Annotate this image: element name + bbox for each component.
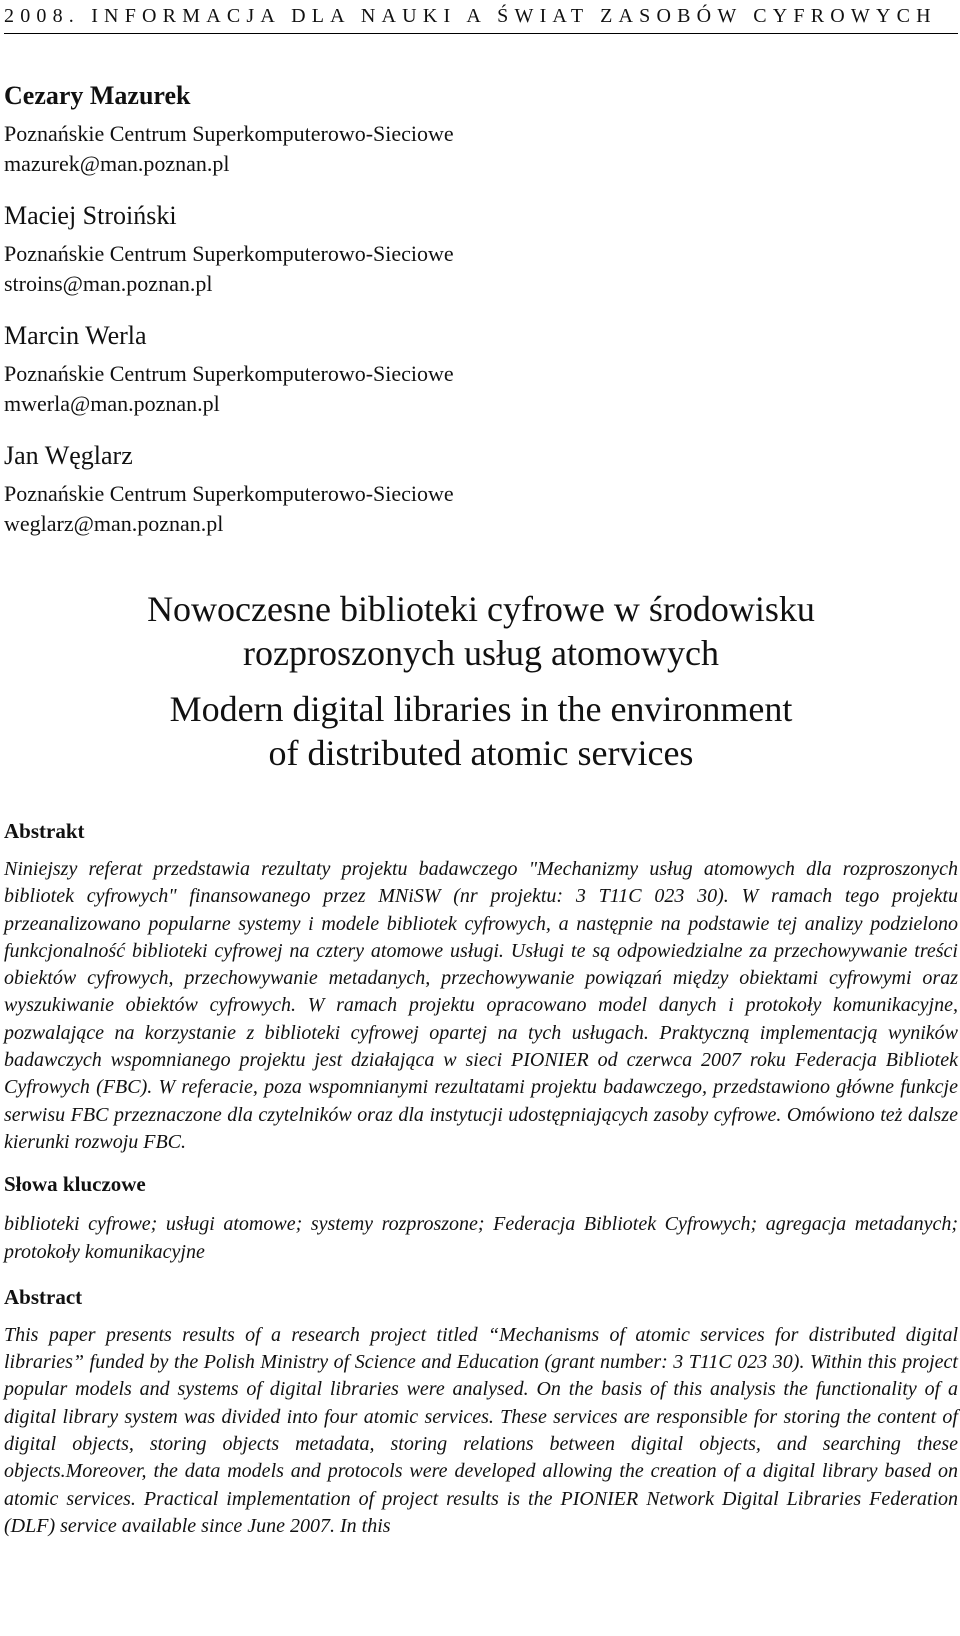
author-affiliation: Poznańskie Centrum Superkomputerowo-Sieciowe: [4, 241, 454, 266]
author-name: Cezary Mazurek: [4, 81, 191, 110]
author-entry: [4, 81, 958, 177]
running-header: 2008. INFORMACJA DLA NAUKI A ŚWIAT ZASOBÓW CYFROWYCH: [4, 5, 937, 27]
title-pl-line-2: rozproszonych usług atomowych: [243, 633, 719, 673]
title-en-line-1: Modern digital libraries in the environment: [169, 689, 793, 729]
author-entry: [4, 201, 958, 297]
author-name: Maciej Stroiński: [4, 201, 177, 230]
author-email[interactable]: weglarz@man.poznan.pl: [4, 511, 224, 536]
author-entry: [4, 321, 958, 417]
author-name: Jan Węglarz: [4, 441, 133, 470]
header-rule: [4, 33, 958, 34]
abstrakt-text: Niniejszy referat przedstawia rezultaty projektu badawczego "Mechanizmy usług atomowych dla rozproszonych bibliotek cyfrowych" finansowanego przez MNiSW (nr projektu: 3 T11C 023 30). W ramach tego projektu przeanalizowano popularne systemy i modele bibliotek cyfrowych, a następnie na podstawie tej analizy podzielono funkcjonalność biblioteki cyfrowej na cztery atomowe usługi. Usługi te są odpowiedzialne za przechowywanie treści obiektów cyfrowych, przechowywanie metadanych, przechowywanie powiązań między obiektami cyfrowymi oraz wyszukiwanie obiektów cyfrowych. W ramach projektu opracowano model danych i protokoły komunikacyjne, pozwalające na korzystanie z biblioteki cyfrowej opartej na tych usługach. Praktyczną implementacją wyników badawczych wspomnianego projektu jest działająca w sieci PIONIER od czerwca 2007 roku Federacja Bibliotek Cyfrowych (FBC). W referacie, poza wspomnianymi rezultatami projektu badawczego, przedstawiono główne funkcje serwisu FBC przeznaczone dla czytelników oraz dla instytucji udostępniających zasoby cyfrowe. Omówiono też dalsze kierunki rozwoju FBC.: [4, 858, 958, 1153]
paper-title: [4, 587, 958, 775]
keywords-text: biblioteki cyfrowe; usługi atomowe; systemy rozproszone; Federacja Bibliotek Cyfrowych; agregacja metadanych; protokoły komunikacyjne: [4, 1213, 958, 1263]
author-entry: [4, 441, 958, 537]
author-affiliation: Poznańskie Centrum Superkomputerowo-Sieciowe: [4, 361, 454, 386]
author-list: [4, 81, 958, 537]
author-name: Marcin Werla: [4, 321, 147, 350]
author-email[interactable]: stroins@man.poznan.pl: [4, 271, 213, 296]
author-email[interactable]: mazurek@man.poznan.pl: [4, 151, 230, 176]
abstract-text: This paper presents results of a research project titled “Mechanisms of atomic services for distributed digital libraries” funded by the Polish Ministry of Science and Education (grant number: 3 T11C 023 30). Within this project popular models and systems of digital libraries were analysed. On the basis of this analysis the functionality of a digital library system was divided into four atomic services. These services are responsible for storing the content of digital objects, storing objects metadata, storing relations between digital objects, and searching these objects.Moreover, the data models and protocols were developed allowing the creation of a digital library based on atomic services. Practical implementation of project results is the PIONIER Network Digital Libraries Federation (DLF) service available since June 2007. In this: [4, 1323, 958, 1537]
author-affiliation: Poznańskie Centrum Superkomputerowo-Sieciowe: [4, 121, 454, 146]
abstrakt-heading: Abstrakt: [4, 819, 85, 843]
title-en-line-2: of distributed atomic services: [268, 733, 694, 773]
abstract-heading: Abstract: [4, 1284, 83, 1309]
paper-page: [4, 0, 958, 1540]
author-email[interactable]: mwerla@man.poznan.pl: [4, 391, 220, 416]
title-pl-line-1: Nowoczesne biblioteki cyfrowe w środowisku: [147, 589, 815, 629]
keywords-heading: Słowa kluczowe: [4, 1172, 146, 1197]
author-affiliation: Poznańskie Centrum Superkomputerowo-Sieciowe: [4, 481, 454, 506]
